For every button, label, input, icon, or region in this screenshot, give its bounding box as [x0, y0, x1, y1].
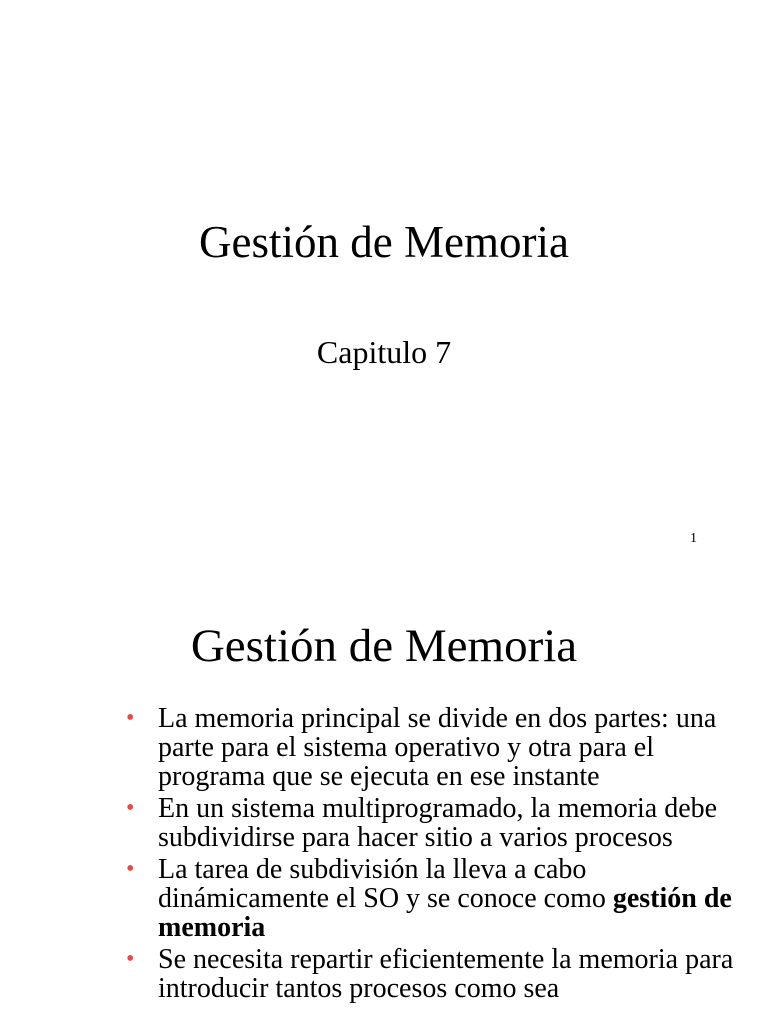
bullet-icon: •: [126, 856, 135, 882]
slide-1-title: Gestión de Memoria: [199, 217, 569, 267]
bullet-item: [126, 945, 746, 1003]
bullet-item: [126, 794, 746, 852]
bullet-bold-text: gestión de memoria: [158, 883, 732, 943]
slide-1-subtitle: [0, 330, 768, 374]
bullet-text: La memoria principal se divide en dos partes: una parte para el sistema operativo y otra para el programa que se ejecuta en ese instante: [158, 703, 717, 792]
bullet-icon: •: [126, 795, 135, 821]
bullet-text: La tarea de subdivisión la lleva a cabo dinámicamente el SO y se conoce como: [158, 854, 606, 914]
bullet-text: Se necesita repartir eficientemente la memoria para introducir tantos procesos como sea: [158, 944, 734, 1004]
bullet-list: [126, 704, 746, 1006]
bullet-icon: •: [126, 946, 135, 972]
page-number: 1: [690, 531, 697, 546]
bullet-text: En un sistema multiprogramado, la memoria debe subdividirse para hacer sitio a varios procesos: [158, 793, 718, 853]
bullet-item: [126, 855, 746, 942]
slide-1-subtitle-text: Capitulo 7: [316, 334, 452, 370]
slide-2-title: Gestión de Memoria: [190, 620, 578, 672]
slide-2: [0, 576, 768, 1024]
bullet-icon: •: [126, 705, 135, 731]
bullet-item: [126, 704, 746, 791]
